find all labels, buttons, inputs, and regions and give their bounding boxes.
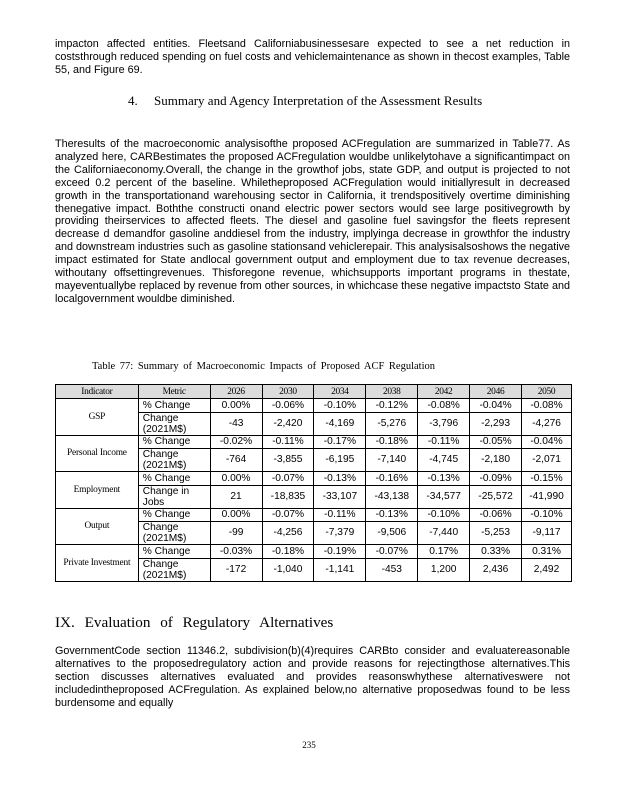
value-cell: -0.08% (418, 399, 470, 413)
value-cell: -43 (210, 412, 262, 435)
value-cell: -4,169 (314, 412, 366, 435)
subsection-title: Summary and Agency Interpretation of the Assessment Results (154, 93, 483, 108)
value-cell: -0.18% (262, 545, 314, 559)
metric-cell: % Change (138, 508, 210, 522)
value-cell: -0.09% (470, 472, 522, 486)
value-cell: -0.03% (210, 545, 262, 559)
value-cell: 0.17% (418, 545, 470, 559)
metric-cell: % Change (138, 435, 210, 449)
value-cell: -0.11% (262, 435, 314, 449)
value-cell: 0.00% (210, 399, 262, 413)
indicator-cell: GSP (56, 399, 139, 436)
value-cell: -0.15% (522, 472, 572, 486)
value-cell: 2,436 (470, 558, 522, 581)
metric-cell: % Change (138, 545, 210, 559)
value-cell: -1,040 (262, 558, 314, 581)
value-cell: -0.07% (262, 508, 314, 522)
value-cell: -0.10% (314, 399, 366, 413)
table-header-cell: Metric (138, 385, 210, 399)
value-cell: 0.00% (210, 508, 262, 522)
table-header-cell: 2042 (418, 385, 470, 399)
value-cell: -5,253 (470, 522, 522, 545)
subsection-number: 4. (128, 93, 138, 108)
table-header-cell: 2046 (470, 385, 522, 399)
value-cell: -0.11% (314, 508, 366, 522)
metric-cell: Change (2021M$) (138, 412, 210, 435)
indicator-cell: Private Investment (56, 545, 139, 582)
table-header-row (56, 385, 572, 399)
value-cell: -0.06% (470, 508, 522, 522)
metric-cell: Change (2021M$) (138, 449, 210, 472)
table-header-cell: Indicator (56, 385, 139, 399)
value-cell: -0.18% (366, 435, 418, 449)
value-cell: -99 (210, 522, 262, 545)
table-row (56, 435, 572, 449)
table-header-cell: 2030 (262, 385, 314, 399)
value-cell: 0.31% (522, 545, 572, 559)
table-header-cell: 2050 (522, 385, 572, 399)
value-cell: -0.04% (522, 435, 572, 449)
table-row (56, 399, 572, 413)
value-cell: -0.12% (366, 399, 418, 413)
metric-cell: % Change (138, 399, 210, 413)
value-cell: -0.04% (470, 399, 522, 413)
indicator-cell: Personal Income (56, 435, 139, 472)
table-caption: Table 77: Summary of Macroeconomic Impacts of Proposed ACF Regulation (92, 361, 435, 372)
value-cell: 21 (210, 485, 262, 508)
subsection-heading (128, 93, 528, 109)
paragraph-intro: impacton affected entities. Fleetsand Californiabusinessesare expected to see a net reduction in coststhrough reduced spending on fuel costs and vehiclemaintenance as shown in thecost examples, Table 55, and Figure 69. (55, 38, 570, 76)
value-cell: -0.07% (366, 545, 418, 559)
paragraph-alternatives: GovernmentCode section 11346.2, subdivision(b)(4)requires CARBto consider and evaluatereasonable alternatives to the proposedregulatory action and provide reasons for rejectingthose alternatives.This section discusses alternatives evaluated and provides reasonswhythese alternativeswere not includedintheproposed ACFregulation. As explained below,no alternative proposedwas found to be less burdensome and equally (55, 645, 570, 709)
metric-cell: % Change (138, 472, 210, 486)
table-row (56, 508, 572, 522)
value-cell: -41,990 (522, 485, 572, 508)
value-cell: -33,107 (314, 485, 366, 508)
value-cell: -0.13% (366, 508, 418, 522)
metric-cell: Change (2021M$) (138, 558, 210, 581)
value-cell: -453 (366, 558, 418, 581)
value-cell: -7,440 (418, 522, 470, 545)
value-cell: -9,506 (366, 522, 418, 545)
macroeconomic-impacts-table (55, 384, 572, 582)
indicator-cell: Employment (56, 472, 139, 509)
value-cell: 0.33% (470, 545, 522, 559)
value-cell: -2,420 (262, 412, 314, 435)
paragraph-summary: Theresults of the macroeconomic analysisofthe proposed ACFregulation are summarized in Table77. As analyzed here, CARBestimates the proposed ACFregulation wouldbe unlikelytohave a significantimpact on the Californiaeconomy.Overall, the change in the growthof jobs, state GDP, and output is projected to not exceed 0.2 percent of the baseline. Whiletheproposed ACFregulation would initiallyresult in decreased growth in the transportationand warehousing sector in California, it trendspositively overtime diminishing thenegative impact. Boththe constructi onand electric power sectors would see large positivegrowth by providing theirservices to affected fleets. The diesel and gasoline fuel savingsfor the fleets represent decrease d demandfor gasoline anddiesel from the industry, implyinga decrease in growthfor the industry and downstream industries such as gasoline stationsand vehiclerepair. This analysisalsoshows the negative impact estimated for State andlocal government output and employment due to tax revenue decreases, withoutany offsettingrevenues. Thisforegone revenue, whichsupports important programs in thestate, mayeventuallybe replaced by revenue from other sources, in whichcase these negative impactsto State and localgovernment wouldbe diminished. (55, 138, 570, 305)
value-cell: -7,379 (314, 522, 366, 545)
value-cell: -0.10% (522, 508, 572, 522)
value-cell: -3,855 (262, 449, 314, 472)
metric-cell: Change in Jobs (138, 485, 210, 508)
value-cell: 2,492 (522, 558, 572, 581)
table-header-cell: 2034 (314, 385, 366, 399)
value-cell: -25,572 (470, 485, 522, 508)
page-number: 235 (302, 740, 316, 750)
value-cell: -3,796 (418, 412, 470, 435)
table-header-cell: 2038 (366, 385, 418, 399)
value-cell: -0.17% (314, 435, 366, 449)
value-cell: -0.16% (366, 472, 418, 486)
value-cell: -0.06% (262, 399, 314, 413)
value-cell: -0.19% (314, 545, 366, 559)
section-heading: IX. Evaluation of Regulatory Alternatives (55, 614, 334, 631)
table-row (56, 472, 572, 486)
value-cell: -0.02% (210, 435, 262, 449)
metric-cell: Change (2021M$) (138, 522, 210, 545)
table-header-cell: 2026 (210, 385, 262, 399)
value-cell: -0.11% (418, 435, 470, 449)
value-cell: -0.08% (522, 399, 572, 413)
value-cell: -5,276 (366, 412, 418, 435)
value-cell: -34,577 (418, 485, 470, 508)
value-cell: -0.05% (470, 435, 522, 449)
value-cell: -2,071 (522, 449, 572, 472)
value-cell: -9,117 (522, 522, 572, 545)
value-cell: -1,141 (314, 558, 366, 581)
value-cell: -43,138 (366, 485, 418, 508)
value-cell: -0.07% (262, 472, 314, 486)
value-cell: 0.00% (210, 472, 262, 486)
value-cell: -0.10% (418, 508, 470, 522)
value-cell: -0.13% (418, 472, 470, 486)
value-cell: -2,180 (470, 449, 522, 472)
value-cell: -2,293 (470, 412, 522, 435)
value-cell: -4,256 (262, 522, 314, 545)
value-cell: -18,835 (262, 485, 314, 508)
value-cell: -6,195 (314, 449, 366, 472)
value-cell: -172 (210, 558, 262, 581)
value-cell: -764 (210, 449, 262, 472)
value-cell: -7,140 (366, 449, 418, 472)
value-cell: -0.13% (314, 472, 366, 486)
value-cell: 1,200 (418, 558, 470, 581)
indicator-cell: Output (56, 508, 139, 545)
value-cell: -4,276 (522, 412, 572, 435)
table-row (56, 545, 572, 559)
value-cell: -4,745 (418, 449, 470, 472)
